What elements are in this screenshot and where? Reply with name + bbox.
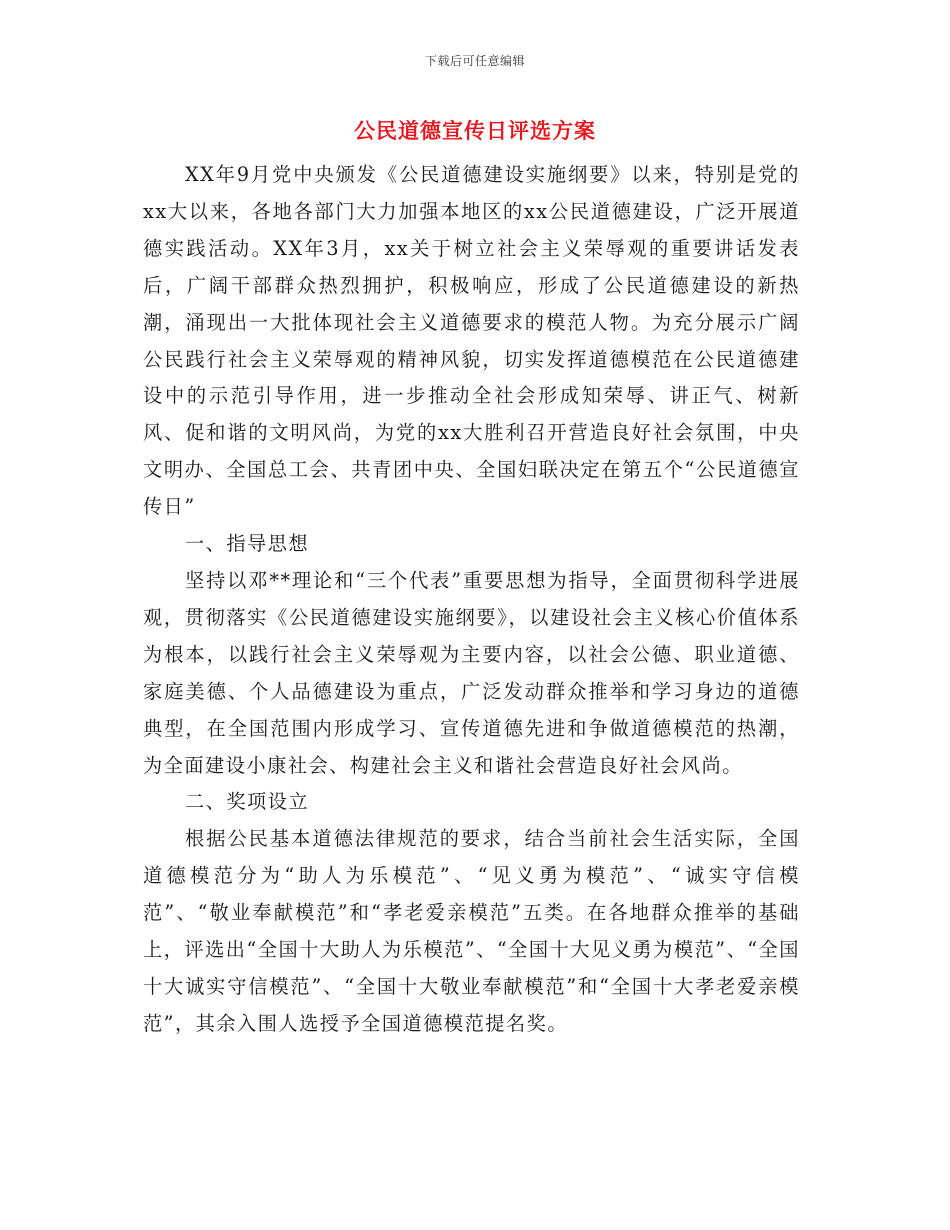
- section-heading-awards: 二、奖项设立: [185, 790, 310, 814]
- intro-paragraph: XX年9月党中央颁发《公民道德建设实施纲要》以来，特别是党的xx大以来，各地各部门大力加强本地区的xx公民道德建设，广泛开展道德实践活动。XX年3月，xx关于树立社会主义荣辱观的重要讲话发表后，广阔干部群众热烈拥护，积极响应，形成了公民道德建设的新热潮，涌现出一大批体现社会主义道德要求的模范人物。为充分展示广阔公民践行社会主义荣辱观的精神风貌，切实发挥道德模范在公民道德建设中的示范引导作用，进一步推动全社会形成知荣辱、讲正气、树新风、促和谐的文明风尚，为党的xx大胜利召开营造良好社会氛围，中央文明办、全国总工会、共青团中央、全国妇联决定在第五个“公民道德宣传日”: [143, 163, 800, 519]
- document-body: [143, 157, 800, 1043]
- awards-paragraph: 根据公民基本道德法律规范的要求，结合当前社会生活实际，全国道德模范分为“助人为乐模范”、“见义勇为模范”、“诚实守信模范”、“敬业奉献模范”和“孝老爱亲模范”五类。在各地群众推举的基础上，评选出“全国十大助人为乐模范”、“全国十大见义勇为模范”、“全国十大诚实守信模范”、“全国十大敬业奉献模范”和“全国十大孝老爱亲模范”，其余入围人选授予全国道德模范提名奖。: [143, 827, 800, 1035]
- page-header: 下载后可任意编辑: [424, 54, 525, 68]
- guiding-ideology-paragraph: 坚持以邓**理论和“三个代表”重要思想为指导，全面贯彻科学进展观，贯彻落实《公民道德建设实施纲要》，以建设社会主义核心价值体系为根本，以践行社会主义荣辱观为主要内容，以社会公德、职业道德、家庭美德、个人品德建设为重点，广泛发动群众推举和学习身边的道德典型，在全国范围内形成学习、宣传道德先进和争做道德模范的热潮，为全面建设小康社会、构建社会主义和谐社会营造良好社会风尚。: [143, 568, 800, 777]
- document-title: 公民道德宣传日评选方案: [354, 118, 596, 143]
- section-heading-guiding-ideology: 一、指导思想: [185, 532, 310, 556]
